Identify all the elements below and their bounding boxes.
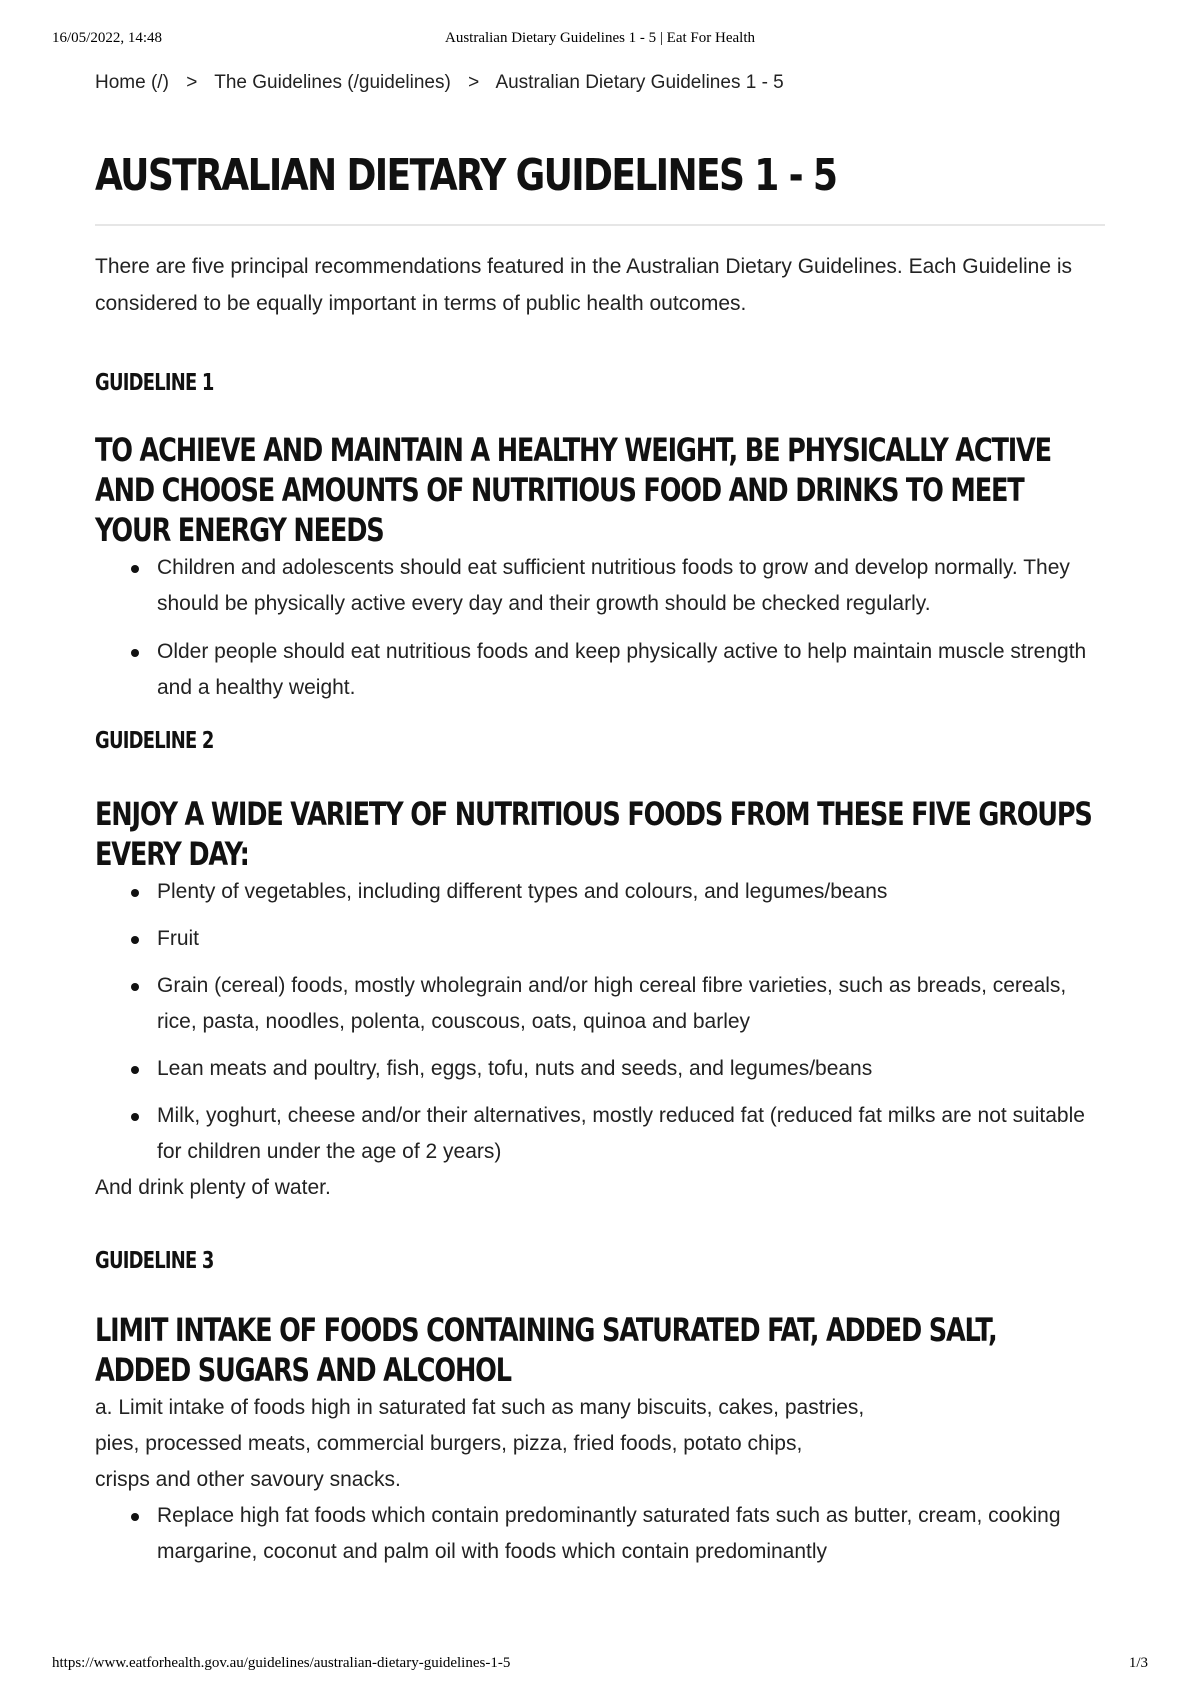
bullet-icon — [131, 565, 139, 573]
guideline-2-section — [95, 726, 1105, 1206]
breadcrumb — [95, 72, 1105, 100]
breadcrumb-separator: > — [186, 72, 198, 93]
guideline-3-section — [95, 1246, 1105, 1570]
paragraph-line: a. Limit intake of foods high in saturated fat such as many biscuits, cakes, pastries, — [95, 1396, 865, 1419]
list-item-text: Grain (cereal) foods, mostly wholegrain and/or high cereal fibre varieties, such as breads, cereals, rice, pasta, noodles, polenta, couscous, oats, quinoa and barley — [157, 974, 1067, 1033]
print-datetime: 16/05/2022, 14:48 — [52, 30, 163, 46]
list-item — [95, 1051, 1105, 1087]
guideline-1-label: GUIDELINE 1 — [95, 370, 214, 396]
guideline-3-label: GUIDELINE 3 — [95, 1248, 214, 1274]
list-item-text: Older people should eat nutritious foods and keep physically active to help maintain muscle strength and a healthy weight. — [157, 640, 1087, 699]
print-page-number: 1/3 — [1128, 1655, 1148, 1671]
bullet-icon — [131, 1113, 139, 1121]
guideline-1-section — [95, 368, 1105, 706]
list-item-text: Plenty of vegetables, including different types and colours, and legumes/beans — [157, 880, 888, 903]
breadcrumb-home-link[interactable]: Home (/) — [95, 72, 169, 93]
page-title: AUSTRALIAN DIETARY GUIDELINES 1 - 5 — [95, 150, 837, 201]
guideline-2-heading: ENJOY A WIDE VARIETY OF NUTRITIOUS FOODS FROM THESE FIVE GROUPS EVERY DAY: — [95, 795, 1092, 873]
guideline-2-list — [95, 874, 1105, 1170]
bullet-icon — [131, 1513, 139, 1521]
guideline-3-list — [95, 1498, 1105, 1570]
list-item — [95, 550, 1105, 622]
guideline-3-heading: LIMIT INTAKE OF FOODS CONTAINING SATURATED FAT, ADDED SALT, ADDED SUGARS AND ALCOHOL — [95, 1311, 997, 1389]
list-item — [95, 921, 1105, 957]
bullet-icon — [131, 649, 139, 657]
paragraph-line: pies, processed meats, commercial burgers, pizza, fried foods, potato chips, — [95, 1432, 803, 1455]
list-item — [95, 634, 1105, 706]
breadcrumb-separator: > — [468, 72, 480, 93]
guideline-2-label: GUIDELINE 2 — [95, 728, 214, 754]
bullet-icon — [131, 889, 139, 897]
list-item — [95, 874, 1105, 910]
list-item — [95, 1498, 1105, 1570]
print-page-title: Australian Dietary Guidelines 1 - 5 | Eat For Health — [444, 30, 755, 46]
bullet-icon — [131, 1066, 139, 1074]
breadcrumb-current: Australian Dietary Guidelines 1 - 5 — [495, 72, 784, 93]
print-footer — [52, 1655, 1148, 1677]
list-item-text: Milk, yoghurt, cheese and/or their alternatives, mostly reduced fat (reduced fat milks are not suitable for children under the age of 2 years) — [157, 1104, 1085, 1163]
intro-paragraph: There are five principal recommendations featured in the Australian Dietary Guidelines. Each Guideline is considered to be equally important in terms of public health outcomes. — [95, 255, 1073, 315]
breadcrumb-guidelines-link[interactable]: The Guidelines (/guidelines) — [214, 72, 451, 93]
print-url: https://www.eatforhealth.gov.au/guidelines/australian-dietary-guidelines-1-5 — [52, 1655, 511, 1671]
title-divider — [95, 224, 1105, 226]
list-item — [95, 968, 1105, 1040]
bullet-icon — [131, 983, 139, 991]
main-content — [95, 70, 1105, 1570]
guideline-2-water-note: And drink plenty of water. — [95, 1176, 331, 1199]
guideline-3-paragraph — [95, 1390, 1105, 1498]
paragraph-line: crisps and other savoury snacks. — [95, 1468, 401, 1491]
guideline-1-heading: TO ACHIEVE AND MAINTAIN A HEALTHY WEIGHT, BE PHYSICALLY ACTIVE AND CHOOSE AMOUNTS OF NUTRITIOUS FOOD AND DRINKS TO MEET YOUR ENERGY NEEDS — [95, 431, 1051, 549]
bullet-icon — [131, 936, 139, 944]
list-item-text: Lean meats and poultry, fish, eggs, tofu, nuts and seeds, and legumes/beans — [157, 1057, 873, 1080]
list-item-text: Replace high fat foods which contain predominantly saturated fats such as butter, cream, cooking margarine, coconut and palm oil with foods which contain predominantly — [157, 1504, 1061, 1563]
print-header — [52, 30, 1148, 52]
list-item-text: Children and adolescents should eat sufficient nutritious foods to grow and develop normally. They should be physically active every day and their growth should be checked regularly. — [157, 556, 1070, 615]
list-item — [95, 1098, 1105, 1170]
guideline-1-list — [95, 550, 1105, 706]
list-item-text: Fruit — [157, 927, 199, 950]
